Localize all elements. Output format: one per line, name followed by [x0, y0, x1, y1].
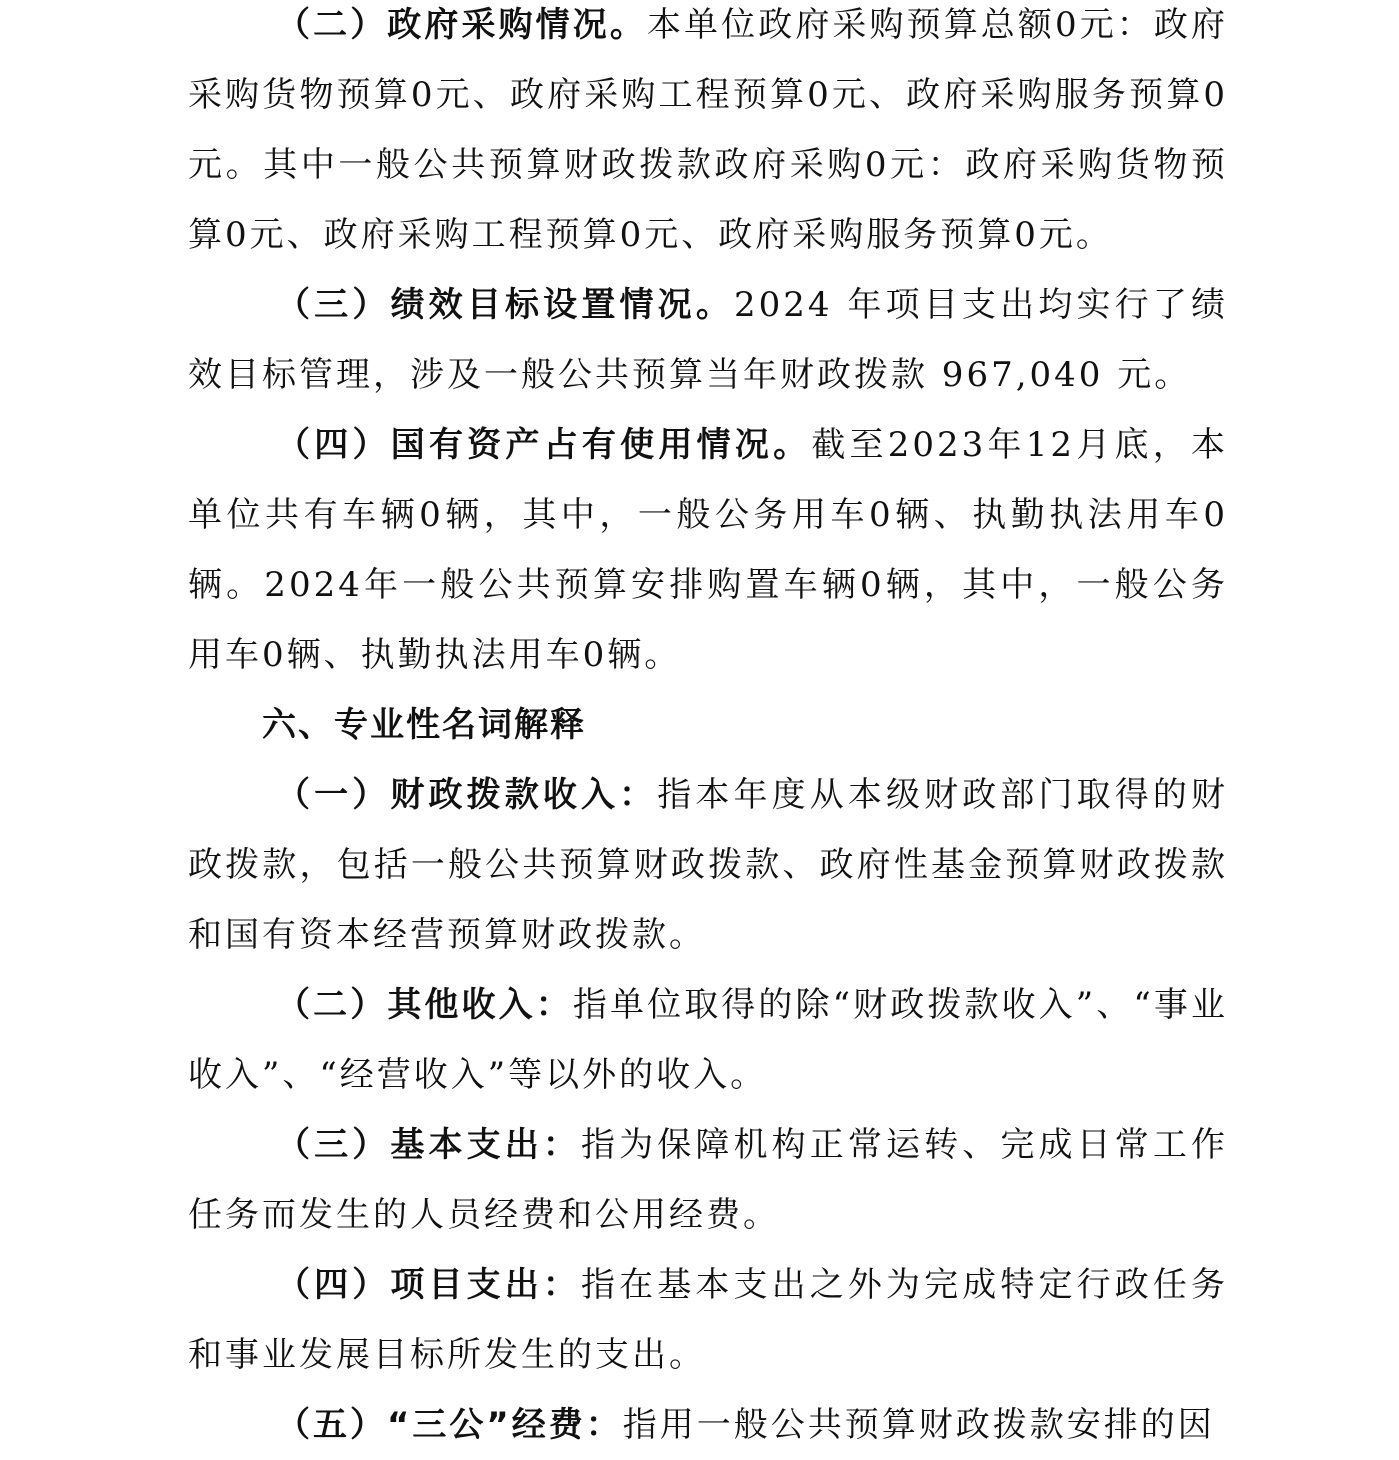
term-project-expenditure [188, 1250, 1228, 1390]
paragraph-lead: （三）绩效目标设置情况。 [276, 285, 734, 325]
paragraph-lead: （四）国有资产占有使用情况。 [276, 425, 812, 465]
term-three-public-expenses [188, 1390, 1228, 1460]
term-lead: （三）基本支出： [276, 1125, 581, 1165]
term-basic-expenditure [188, 1110, 1228, 1250]
paragraph-text: 本单位政府采购预算总额0元：政府采购货物预算0元、政府采购工程预算0元、政府采购服务预算0元。其中一般公共预算财政拨款政府采购0元：政府采购货物预算0元、政府采购工程预算0元、政府采购服务预算0元。 [188, 5, 1228, 255]
paragraph-text: 截至2023年12月底，本单位共有车辆0辆，其中，一般公务用车0辆、执勤执法用车0辆。2024年一般公共预算安排购置车辆0辆，其中，一般公务用车0辆、执勤执法用车0辆。 [188, 425, 1228, 675]
term-other-income [188, 970, 1228, 1110]
term-lead: （五）“三公”经费： [276, 1405, 623, 1445]
paragraph-state-assets [188, 410, 1228, 690]
paragraph-text: 2024 年项目支出均实行了绩效目标管理，涉及一般公共预算当年财政拨款 967,040 元。 [188, 285, 1228, 395]
term-text: 指单位取得的除“财政拨款收入”、“事业收入”、“经营收入”等以外的收入。 [188, 985, 1228, 1095]
term-text: 指用一般公共预算财政拨款安排的因 [622, 1405, 1215, 1445]
paragraph-performance-targets [188, 270, 1228, 410]
term-lead: （二）其他收入： [276, 985, 573, 1025]
term-text: 指为保障机构正常运转、完成日常工作任务而发生的人员经费和公用经费。 [188, 1125, 1228, 1235]
paragraph-government-procurement [188, 0, 1228, 270]
term-text: 指在基本支出之外为完成特定行政任务和事业发展目标所发生的支出。 [188, 1265, 1228, 1375]
section-heading: 六、专业性名词解释 [262, 705, 586, 745]
term-fiscal-appropriation-income [188, 760, 1228, 970]
paragraph-lead: （二）政府采购情况。 [276, 5, 647, 45]
term-lead: （一）财政拨款收入： [276, 775, 658, 815]
term-lead: （四）项目支出： [276, 1265, 581, 1305]
document-page [188, 0, 1228, 1460]
term-text: 指本年度从本级财政部门取得的财政拨款，包括一般公共预算财政拨款、政府性基金预算财政拨款和国有资本经营预算财政拨款。 [188, 775, 1228, 955]
